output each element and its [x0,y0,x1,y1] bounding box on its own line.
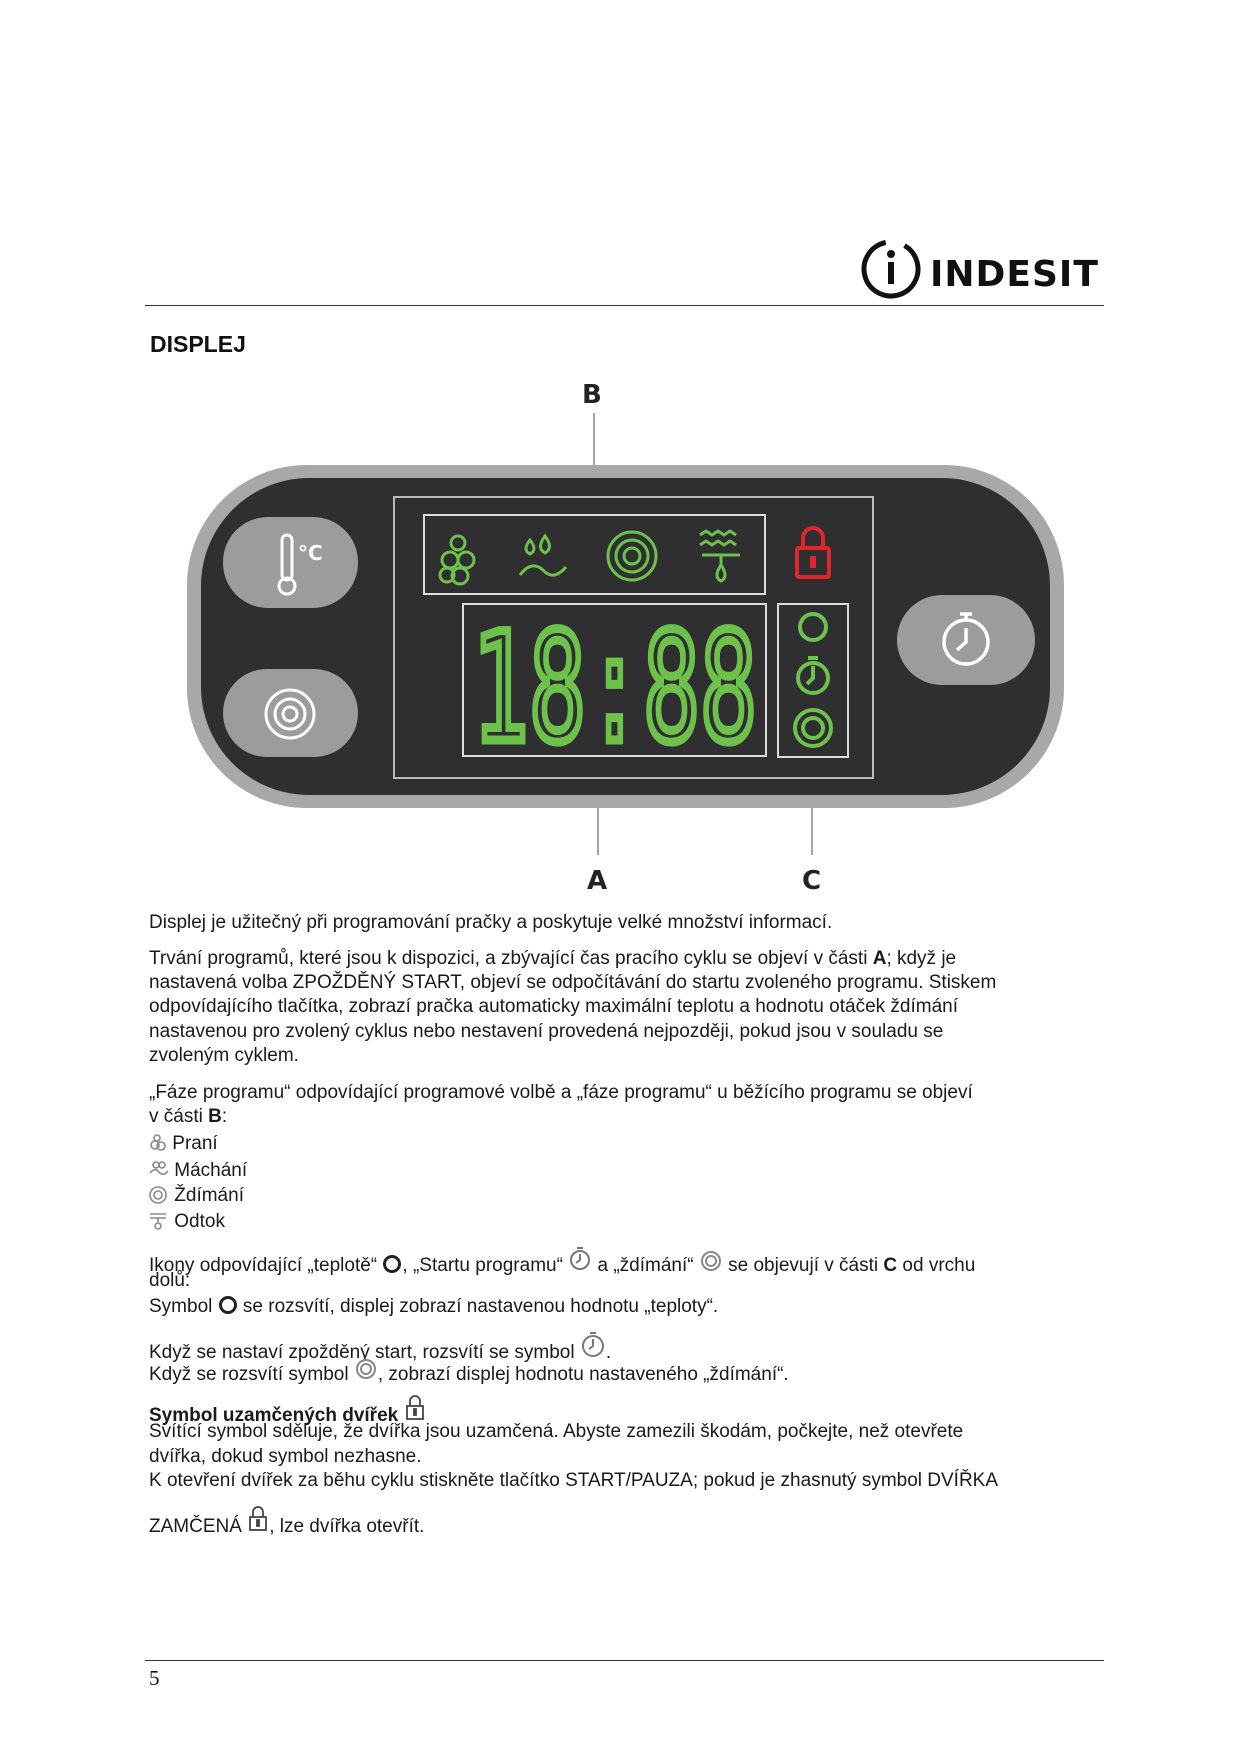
phase-item-drain: Odtok [149,1210,225,1234]
section-c-paragraph-line: Ikony odpovídající „teplotě“ , „Startu programu“ a „ždímání“ se objevují v části C od vrchu [149,1245,975,1278]
duration-paragraph-line: Trvání programů, které jsou k dispozici, a zbývající čas pracího cyklu se objeví v části A; když je [149,948,957,969]
section-c-paragraph-line: dolů: [149,1270,191,1291]
temperature-symbol-line: Symbol se rozsvítí, displej zobrazí nastavenou hodnotu „teploty“. [149,1296,719,1317]
time-readout: 18:88 [472,602,757,776]
footer-rule [145,1660,1104,1661]
label-a: A [587,866,608,896]
spin-icon [699,1250,723,1274]
lock-paragraph-line: dvířka, dokud symbol nezhasne. [149,1446,422,1467]
page-title: DISPLEJ [150,331,246,357]
spin-icon [149,1186,169,1204]
lock-paragraph-line: K otevření dvířek za běhu cyklu stiskněte tlačítko START/PAUZA; pokud je zhasnutý symbol DVÍŘKA [149,1470,999,1491]
phase-item-wash: Praní [149,1132,218,1156]
temperature-indicator-icon [382,1254,402,1274]
label-b: B [582,380,602,410]
phase-item-spin: Ždímání [149,1184,244,1208]
delay-symbol-line: Když se nastaví zpožděný start, rozsvítí se symbol . [149,1330,611,1365]
wash-icon [149,1134,167,1152]
rinse-icon [149,1161,169,1179]
temperature-indicator-icon [218,1295,238,1315]
drain-icon [149,1212,169,1230]
delay-start-icon [580,1330,606,1358]
svg-text:INDESIT: INDESIT [930,254,1099,295]
temp-unit-label: °C [298,541,323,565]
door-lock-icon [404,1395,426,1421]
duration-paragraph-line: nastavená volba ZPOŽDĚNÝ START, objeví se odpočítávání do startu zvoleného programu. Stiskem [149,972,997,993]
duration-paragraph-line: nastavenou pro zvolený cyklus nebo nestavení provedená nejpozději, pokud jsou v souladu se [149,1021,944,1042]
delay-start-button[interactable] [897,595,1035,685]
lock-paragraph-line: ZAMČENÁ , lze dvířka otevřít. [149,1506,424,1539]
duration-paragraph-line: odpovídajícího tlačítka, zobrazí pračka automaticky maximální teplotu a hodnotu otáček ždímání [149,996,958,1017]
lock-paragraph-line: Svítící symbol sděluje, že dvířka jsou uzamčená. Abyste zamezili škodám, počkejte, než otevřete [149,1421,964,1442]
door-lock-icon [247,1506,269,1532]
lock-heading: Symbol uzamčených dvířek [149,1395,426,1428]
duration-paragraph-line: zvoleným cyklem. [149,1045,299,1066]
temperature-button[interactable] [223,517,358,608]
delay-start-icon [568,1245,592,1271]
phases-paragraph-line: „Fáze programu“ odpovídající programové volbě a „fáze programu“ u běžícího programu se objeví [149,1082,973,1103]
phases-paragraph-line: v části B: [149,1106,228,1127]
spin-button[interactable] [223,669,358,757]
intro-paragraph: Displej je užitečný při programování pračky a poskytuje velké množství informací. [149,912,833,933]
spin-symbol-line: Když se rozsvítí symbol , zobrazí displej hodnotu nastaveného „ždímání“. [149,1359,789,1387]
phase-item-rinse: Máchání [149,1159,247,1183]
page-number: 5 [149,1666,160,1690]
label-c: C [802,866,822,896]
spin-icon [354,1359,378,1383]
